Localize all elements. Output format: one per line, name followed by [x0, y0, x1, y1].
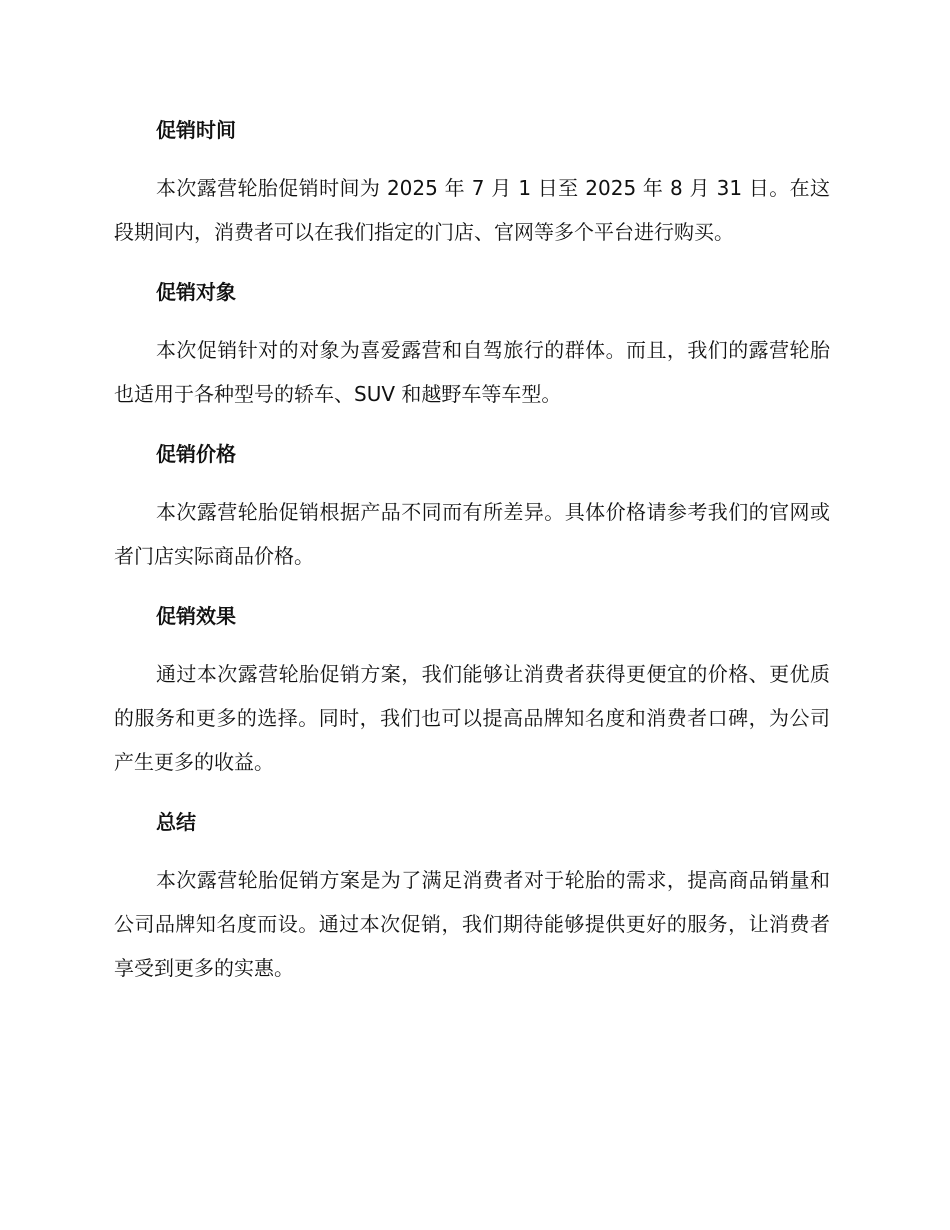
- section-body-promo-target: 本次促销针对的对象为喜爱露营和自驾旅行的群体。而且，我们的露营轮胎也适用于各种型号的轿车、SUV 和越野车等车型。: [114, 338, 830, 406]
- section-heading-promo-effect: 促销效果: [156, 604, 236, 628]
- section-heading-promo-time: 促销时间: [156, 118, 236, 142]
- section-body-promo-effect: 通过本次露营轮胎促销方案，我们能够让消费者获得更便宜的价格、更优质的服务和更多的选择。同时，我们也可以提高品牌知名度和消费者口碑，为公司产生更多的收益。: [114, 662, 830, 774]
- section-body-promo-time: 本次露营轮胎促销时间为 2025 年 7 月 1 日至 2025 年 8 月 31 日。在这段期间内，消费者可以在我们指定的门店、官网等多个平台进行购买。: [114, 176, 830, 244]
- section-heading-promo-target: 促销对象: [156, 280, 236, 304]
- section-body-summary: 本次露营轮胎促销方案是为了满足消费者对于轮胎的需求，提高商品销量和公司品牌知名度而设。通过本次促销，我们期待能够提供更好的服务，让消费者享受到更多的实惠。: [114, 868, 830, 980]
- document-page: [114, 110, 830, 1008]
- section-body-promo-price: 本次露营轮胎促销根据产品不同而有所差异。具体价格请参考我们的官网或者门店实际商品价格。: [114, 500, 830, 568]
- section-heading-promo-price: 促销价格: [156, 442, 236, 466]
- section-heading-summary: 总结: [156, 810, 196, 834]
